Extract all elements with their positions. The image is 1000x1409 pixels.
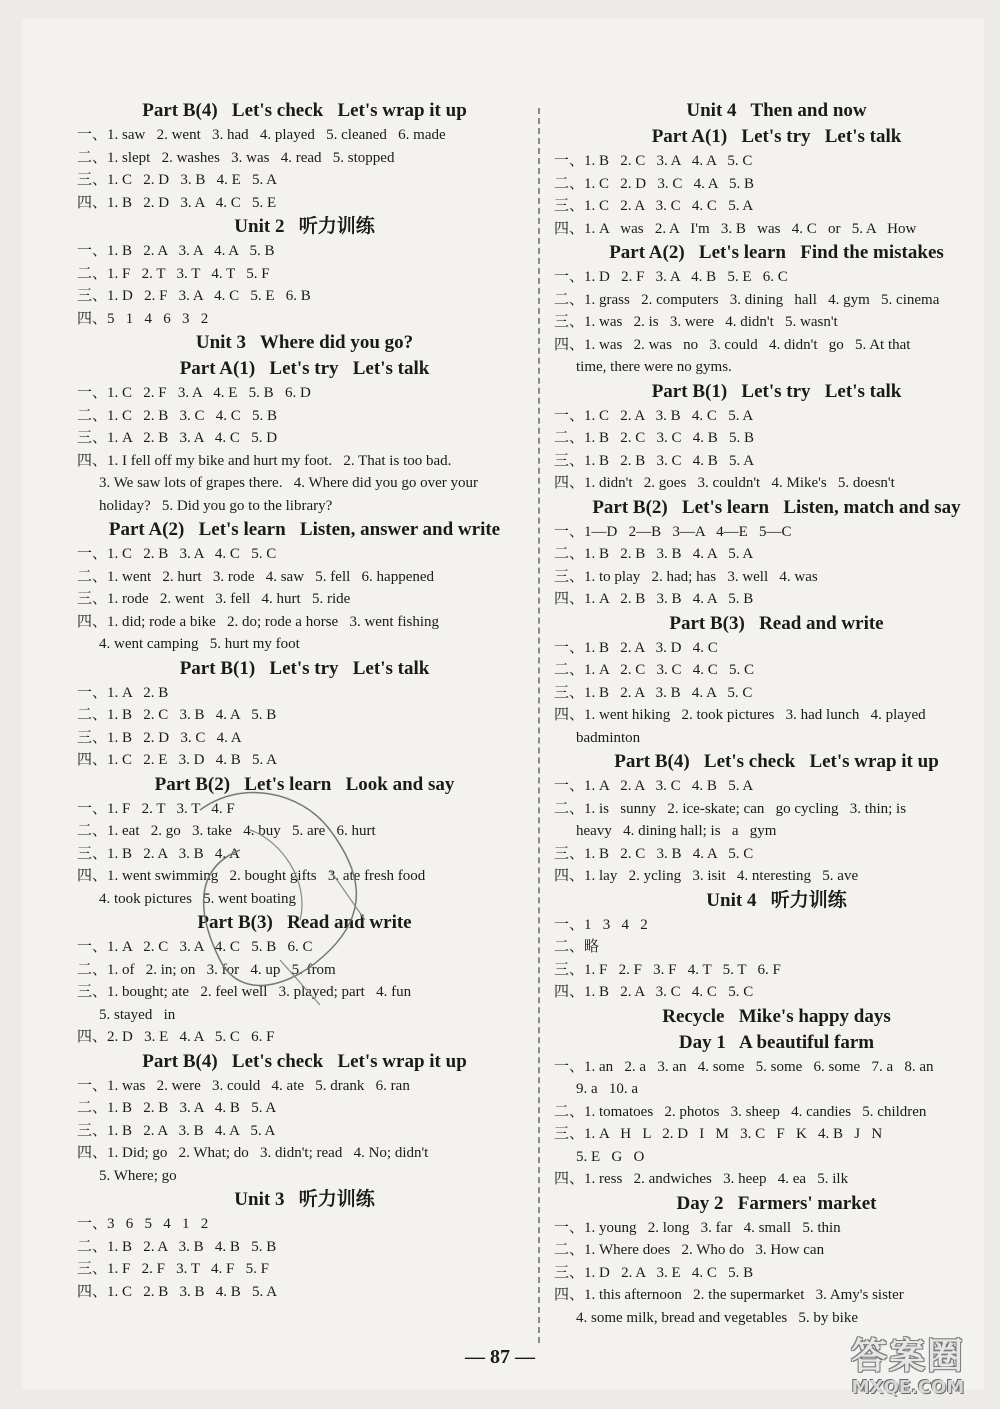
answer-line: 二、1. F 2. T 3. T 4. T 5. F xyxy=(77,265,270,282)
answer-line: 二、1. B 2. A 3. B 4. B 5. B xyxy=(77,1238,277,1255)
answer-line: 四、5 1 4 6 3 2 xyxy=(77,310,209,327)
answer-line: 一、1. C 2. F 3. A 4. E 5. B 6. D xyxy=(77,385,311,401)
answer-line: 二、1. slept 2. washes 3. was 4. read 5. stopped xyxy=(77,149,395,166)
answer-line: time, there were no gyms. xyxy=(576,359,732,375)
answer-line: 一、1—D 2—B 3—A 4—E 5—C xyxy=(554,523,792,540)
answer-line: 三、1. A H L 2. D I M 3. C F K 4. B J N xyxy=(554,1126,883,1142)
answer-line: 一、1. C 2. B 3. A 4. C 5. C xyxy=(77,546,277,562)
answer-line: 二、1. of 2. in; on 3. for 4. up 5. from xyxy=(77,961,336,978)
answer-line: 三、1. B 2. A 3. B 4. A xyxy=(77,845,240,862)
section-heading: Unit 4 Then and now xyxy=(686,100,867,121)
answer-line: 四、1. B 2. A 3. C 4. C 5. C xyxy=(554,984,754,1000)
answer-line: 三、1. B 2. C 3. B 4. A 5. C xyxy=(554,845,754,862)
answer-line: 四、2. D 3. E 4. A 5. C 6. F xyxy=(77,1029,275,1045)
answer-line: 四、1. did; rode a bike 2. do; rode a horse 3. went fishing xyxy=(77,613,440,630)
answer-line: 二、1. tomatoes 2. photos 3. sheep 4. candies 5. children xyxy=(554,1103,927,1120)
section-heading: Unit 3 听力训练 xyxy=(234,1189,375,1210)
answer-line: 四、1. A was 2. A I'm 3. B was 4. C or 5. A How xyxy=(554,220,917,237)
answer-line: 二、1. C 2. B 3. C 4. C 5. B xyxy=(77,407,278,424)
answer-line: 4. took pictures 5. went boating xyxy=(99,890,297,907)
section-heading: Part B(1) Let's try Let's talk xyxy=(651,380,902,402)
answer-line: 三、1. rode 2. went 3. fell 4. hurt 5. ride xyxy=(77,591,351,607)
answer-line: 一、1. B 2. C 3. A 4. A 5. C xyxy=(554,153,753,169)
column-divider xyxy=(538,108,540,1343)
answer-key-page xyxy=(22,18,984,1390)
answer-line: 二、1. B 2. C 3. B 4. A 5. B xyxy=(77,707,277,723)
answer-line: 二、1. B 2. B 3. B 4. A 5. A xyxy=(554,546,754,562)
answer-line: 二、1. grass 2. computers 3. dining hall 4. gym 5. cinema xyxy=(554,291,940,308)
answer-line: 一、1. saw 2. went 3. had 4. played 5. cleaned 6. made xyxy=(77,127,446,143)
answer-line: 四、1. B 2. D 3. A 4. C 5. E xyxy=(77,194,277,211)
answer-line: 一、1. F 2. T 3. T 4. F xyxy=(77,800,235,817)
answer-line: 一、1. A 2. A 3. C 4. B 5. A xyxy=(554,778,754,794)
answer-line: 三、1. B 2. D 3. C 4. A xyxy=(77,729,242,746)
answer-line: 二、略 xyxy=(554,939,600,955)
answer-line: 三、1. C 2. A 3. C 4. C 5. A xyxy=(554,198,754,214)
answer-line: 三、1. A 2. B 3. A 4. C 5. D xyxy=(77,430,278,446)
answer-line: 三、1. was 2. is 3. were 4. didn't 5. wasn't xyxy=(554,314,838,330)
answer-line: 四、1. this afternoon 2. the supermarket 3. Amy's sister xyxy=(554,1287,904,1303)
answer-line: 四、1. didn't 2. goes 3. couldn't 4. Mike's 5. doesn't xyxy=(554,475,895,491)
section-heading: Part B(2) Let's learn Listen, match and say xyxy=(592,496,961,518)
answer-line: 5. Where; go xyxy=(99,1167,177,1184)
answer-line: 一、1. A 2. B xyxy=(77,684,169,701)
answer-line: 二、1. went 2. hurt 3. rode 4. saw 5. fell 6. happened xyxy=(77,568,435,585)
section-heading: Unit 2 听力训练 xyxy=(234,216,375,237)
answer-line: 二、1. eat 2. go 3. take 4. buy 5. are 6. hurt xyxy=(77,823,376,839)
answer-line: 一、1. was 2. were 3. could 4. ate 5. drank 6. ran xyxy=(77,1077,410,1094)
answer-line: 三、1. F 2. F 3. F 4. T 5. T 6. F xyxy=(554,961,781,978)
section-heading: Day 2 Farmers' market xyxy=(676,1192,877,1214)
section-heading: Day 1 A beautiful farm xyxy=(678,1031,875,1053)
answer-line: 9. a 10. a xyxy=(576,1081,639,1097)
answer-line: 5. stayed in xyxy=(99,1006,176,1023)
page-number: — 87 — xyxy=(465,1346,535,1368)
answer-line: 5. E G O xyxy=(576,1148,645,1165)
section-heading: Recycle Mike's happy days xyxy=(662,1005,891,1027)
section-heading: Unit 4 听力训练 xyxy=(706,889,847,911)
answer-line: 四、1. lay 2. ycling 3. isit 4. nteresting 5. ave xyxy=(554,868,859,884)
answer-line: 二、1. C 2. D 3. C 4. A 5. B xyxy=(554,175,755,192)
answer-line: holiday? 5. Did you go to the library? xyxy=(99,497,333,514)
section-heading: Part A(2) Let's learn Listen, answer and write xyxy=(108,519,501,540)
section-heading: Part B(4) Let's check Let's wrap it up xyxy=(142,100,467,121)
answer-line: 一、1. young 2. long 3. far 4. small 5. thin xyxy=(554,1219,841,1236)
watermark-chinese: 答案圈 xyxy=(850,1336,965,1377)
answer-line: 一、1. D 2. F 3. A 4. B 5. E 6. C xyxy=(554,269,788,285)
answer-line: 四、1. went hiking 2. took pictures 3. had lunch 4. played xyxy=(554,707,926,723)
section-heading: Part A(1) Let's try Let's talk xyxy=(651,126,902,147)
section-heading: Part B(3) Read and write xyxy=(669,612,884,634)
answer-line: 四、1. C 2. E 3. D 4. B 5. A xyxy=(77,752,278,768)
answer-line: 三、1. B 2. A 3. B 4. A 5. A xyxy=(77,1122,276,1139)
answer-line: 四、1. was 2. was no 3. could 4. didn't go 5. At that xyxy=(554,336,911,353)
answer-line: 4. went camping 5. hurt my foot xyxy=(99,636,300,652)
section-heading: Part B(1) Let's try Let's talk xyxy=(179,657,430,679)
answer-line: 一、1. B 2. A 3. D 4. C xyxy=(554,639,718,656)
left-column xyxy=(77,98,532,1303)
pencil-scribble xyxy=(180,770,400,1030)
answer-line: 一、1. an 2. a 3. an 4. some 5. some 6. some 7. a 8. an xyxy=(554,1058,934,1075)
answer-line: 四、1. went swimming 2. bought gifts 3. ate fresh food xyxy=(77,868,426,884)
answer-line: 四、1. C 2. B 3. B 4. B 5. A xyxy=(77,1283,278,1300)
watermark-url: MXQE.COM xyxy=(851,1377,965,1398)
answer-line: 二、1. B 2. C 3. C 4. B 5. B xyxy=(554,430,755,446)
answer-line: 一、1. A 2. C 3. A 4. C 5. B 6. C xyxy=(77,939,313,955)
answer-line: badminton xyxy=(576,729,641,746)
section-heading: Part A(2) Let's learn Find the mistakes xyxy=(609,242,944,263)
answer-line: 二、1. Where does 2. Who do 3. How can xyxy=(554,1242,825,1258)
answer-line: 3. We saw lots of grapes there. 4. Where did you go over your xyxy=(99,475,478,491)
answer-line: 三、1. B 2. B 3. C 4. B 5. A xyxy=(554,452,755,469)
answer-line: 一、1. B 2. A 3. A 4. A 5. B xyxy=(77,243,275,259)
section-heading: Part B(3) Read and write xyxy=(197,912,412,933)
section-heading: Part B(4) Let's check Let's wrap it up xyxy=(614,751,939,772)
answer-line: 三、1. B 2. A 3. B 4. A 5. C xyxy=(554,684,753,701)
answer-line: 二、1. is sunny 2. ice-skate; can go cycling 3. thin; is xyxy=(554,800,907,817)
section-heading: Part B(4) Let's check Let's wrap it up xyxy=(142,1050,467,1072)
answer-line: 一、1. C 2. A 3. B 4. C 5. A xyxy=(554,407,754,424)
answer-line: 三、1. D 2. A 3. E 4. C 5. B xyxy=(554,1264,754,1281)
answer-line: 三、1. bought; ate 2. feel well 3. played; part 4. fun xyxy=(77,984,412,1000)
answer-line: 四、1. I fell off my bike and hurt my foot. 2. That is too bad. xyxy=(77,452,452,469)
section-heading: Part A(1) Let's try Let's talk xyxy=(179,358,430,379)
answer-line: 四、1. Did; go 2. What; do 3. didn't; read 4. No; didn't xyxy=(77,1145,429,1161)
answer-line: 一、3 6 5 4 1 2 xyxy=(77,1216,209,1232)
section-heading: Unit 3 Where did you go? xyxy=(195,332,414,353)
site-watermark-logo xyxy=(828,1336,988,1402)
section-heading: Part B(2) Let's learn Look and say xyxy=(154,773,455,795)
answer-line: 四、1. A 2. B 3. B 4. A 5. B xyxy=(554,591,754,607)
answer-line: heavy 4. dining hall; is a gym xyxy=(576,823,777,839)
answer-line: 二、1. A 2. C 3. C 4. C 5. C xyxy=(554,662,755,678)
answer-line: 三、1. to play 2. had; has 3. well 4. was xyxy=(554,568,818,585)
right-column xyxy=(554,98,999,1329)
answer-line: 三、1. D 2. F 3. A 4. C 5. E 6. B xyxy=(77,288,311,304)
answer-line: 三、1. C 2. D 3. B 4. E 5. A xyxy=(77,172,278,188)
answer-line: 三、1. F 2. F 3. T 4. F 5. F xyxy=(77,1261,269,1277)
answer-line: 4. some milk, bread and vegetables 5. by bike xyxy=(576,1309,859,1326)
answer-line: 四、1. ress 2. andwiches 3. heep 4. ea 5. ilk xyxy=(554,1171,849,1187)
answer-line: 二、1. B 2. B 3. A 4. B 5. A xyxy=(77,1100,277,1116)
answer-line: 一、1 3 4 2 xyxy=(554,916,648,933)
